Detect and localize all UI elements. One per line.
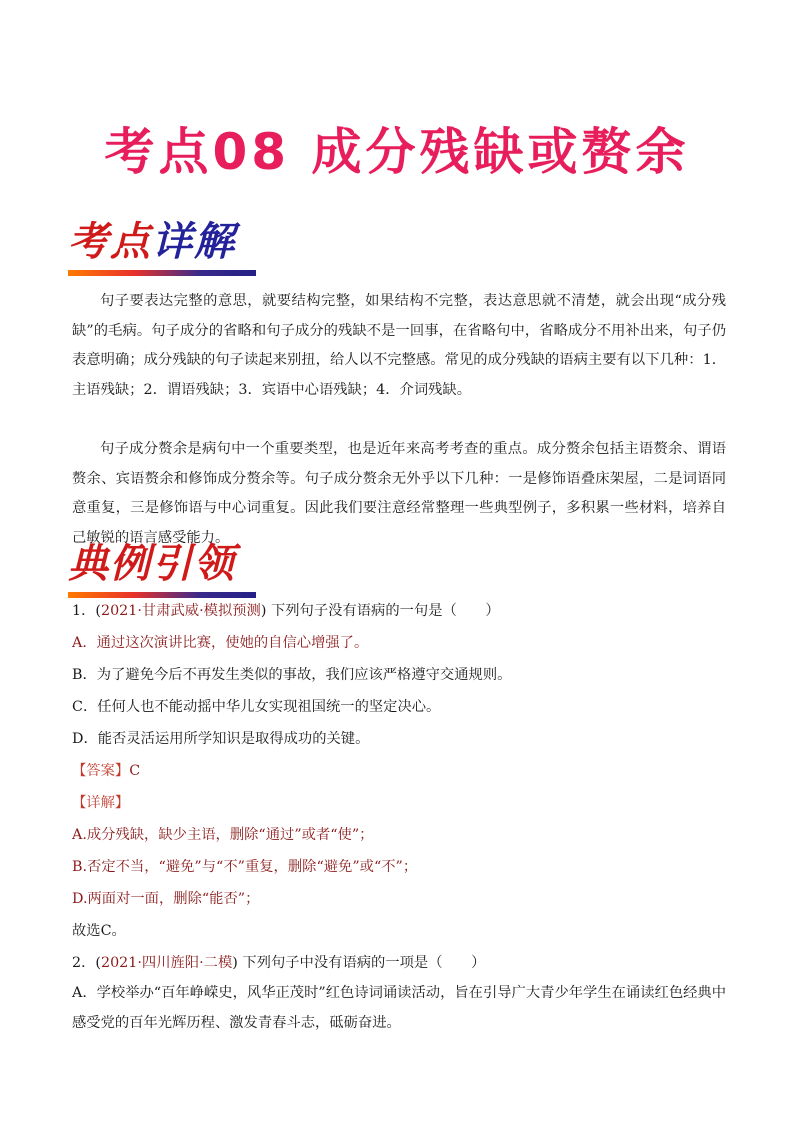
section-banner-dianli	[68, 538, 256, 598]
banner-text-red: 考点	[68, 218, 152, 265]
page-title: 考点08 成分残缺或赘余	[104, 123, 690, 181]
question-text: ) 下列句子中没有语病的一项是（ ）	[232, 955, 486, 971]
detail-d: D.两面对一面，删除“能否”；	[72, 891, 260, 907]
banner-text-red: 典例	[68, 540, 152, 587]
answer-value: C	[129, 763, 141, 779]
option-d: D．能否灵活运用所学知识是取得成功的关键。	[72, 731, 370, 747]
question-source: 2021·甘肃武威·模拟预测	[100, 603, 261, 619]
question-text: ) 下列句子没有语病的一句是（ ）	[260, 603, 500, 619]
question-number: 2．(	[72, 955, 101, 971]
option-a: A．通过这次演讲比赛，使她的自信心增强了。	[72, 635, 369, 651]
option-b: B．为了避免今后不再发生类似的事故，我们应该严格遵守交通规则。	[72, 667, 512, 683]
banner-underline	[68, 592, 256, 598]
question-1-stem	[72, 600, 732, 620]
intro-paragraph-2: 句子成分赘余是病句中一个重要类型，也是近年来高考考查的重点。成分赘余包括主语赘余、谓语赘余、宾语赘余和修饰成分赘余等。句子成分赘余无外乎以下几种：一是修饰语叠床架屋，二是词语同意重复，三是修饰语与中心词重复。因此我们要注意经常整理一些典型例子，多积累一些材料，培养自己敏锐的语言感受能力。	[72, 441, 726, 546]
banner-underline	[68, 270, 256, 276]
detail-b: B.否定不当，“避免”与“不”重复，删除“避免”或“不”；	[72, 859, 418, 875]
question-source: 2021·四川旌阳·二模	[100, 955, 233, 971]
option-c: C．任何人也不能动摇中华儿女实现祖国统一的坚定决心。	[72, 699, 441, 715]
detail-label: 【详解】	[72, 795, 130, 811]
banner-text-red-2: 引领	[152, 540, 236, 587]
detail-a: A.成分残缺，缺少主语，删除“通过”或者“使”；	[72, 827, 374, 843]
banner-text-blue: 详解	[152, 218, 236, 265]
conclusion: 故选C。	[72, 923, 126, 939]
question-2-option-a: A．学校举办“百年峥嵘史，风华正茂时”红色诗词诵读活动，旨在引导广大青少年学生在诵读红色经典中感受党的百年光辉历程、激发青春斗志，砥砺奋进。	[72, 985, 727, 1031]
question-2-stem	[72, 952, 732, 972]
intro-paragraph-1: 句子要表达完整的意思，就要结构完整，如果结构不完整，表达意思就不清楚，就会出现“成分残缺”的毛病。句子成分的省略和句子成分的残缺不是一回事，在省略句中，省略成分不用补出来，句子仍表意明确；成分残缺的句子读起来别扭，给人以不完整感。常见的成分残缺的语病主要有以下几种：1．主语残缺；2．谓语残缺；3．宾语中心语残缺；4．介词残缺。	[72, 293, 726, 398]
answer-line	[72, 760, 732, 780]
section-banner-kaodian	[68, 216, 256, 276]
answer-label: 【答案】	[72, 763, 130, 779]
question-number: 1．(	[72, 603, 101, 619]
